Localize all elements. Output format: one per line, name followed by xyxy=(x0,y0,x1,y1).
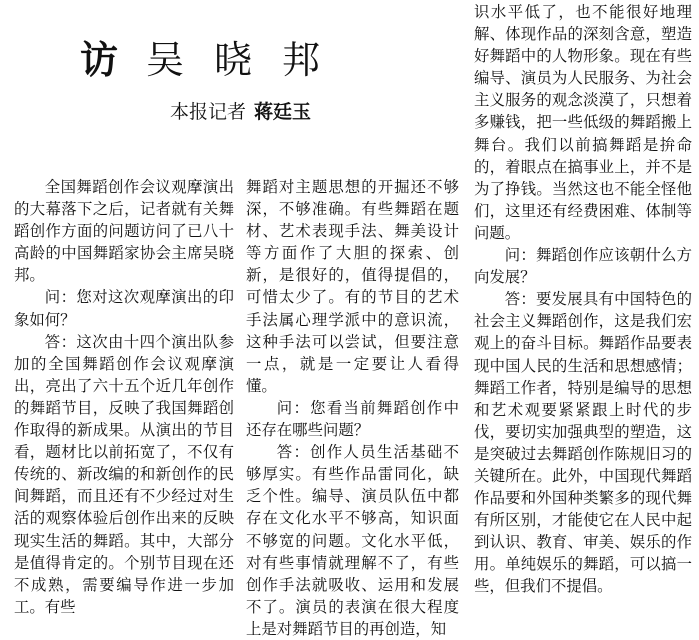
article-title xyxy=(80,38,460,82)
reporter-name: 蒋廷玉 xyxy=(254,101,312,123)
paragraph: 问：您对这次观摩演出的印象如何？ xyxy=(14,288,234,329)
title-first-char: 访 xyxy=(80,37,119,82)
text-column-3 xyxy=(474,1,692,596)
paragraph-continued: 舞蹈对主题思想的开掘还不够深，不够准确。有些舞蹈在题材、艺术表现手法、舞美设计等方面作了大胆的探索、创新，是很好的，值得提倡的，可惜太少了。有的节目的艺术手法属心理学派中的意识流，这种手法可以尝试，但要注意一点，就是一定要让人看得懂。 xyxy=(246,178,459,395)
byline xyxy=(170,100,311,124)
title-subject-name: 吴晓邦 xyxy=(146,38,351,82)
paragraph: 答：这次由十四个演出队参加的全国舞蹈创作会议观摩演出，亮出了六十五个近几年创作的舞蹈节目，反映了我国舞蹈创作取得的新成果。从演出的节目看，题材比以前拓宽了，不仅有传统的、新改编的和新创作的民间舞蹈，而且还有不少经过对生活的观察体验后创作出来的反映现实生活的舞蹈。其中，大部分是值得肯定的。个别节目现在还不成熟，需要编导作进一步加工。有些 xyxy=(14,332,234,616)
paragraph: 问：舞蹈创作应该朝什么方向发展？ xyxy=(474,246,692,287)
paragraph-continued: 识水平低了，也不能很好地理解、体现作品的深刻含意，塑造好舞蹈中的人物形象。现在有些编导、演员为人民服务、为社会主义服务的观念淡漠了，只想着多赚钱，把一些低级的舞蹈搬上舞台。我们以前搞舞蹈是拚命的，着眼点在搞事业上，并不是为了挣钱。当然这也不能全怪他们，这里还有经费困难、体制等问题。 xyxy=(474,3,692,242)
paragraph: 全国舞蹈创作会议观摩演出的大幕落下之后，记者就有关舞蹈创作方面的问题访问了已八十高龄的中国舞蹈家协会主席吴晓邦。 xyxy=(14,178,234,285)
paragraph: 问：您看当前舞蹈创作中还存在哪些问题？ xyxy=(246,398,459,440)
text-column-2 xyxy=(246,176,459,638)
byline-label: 本报记者 xyxy=(170,101,247,123)
paragraph: 答：要发展具有中国特色的社会主义舞蹈创作，这是我们宏观上的奋斗目标。舞蹈作品要表现中国人民的生活和思想感情；舞蹈工作者，特别是编导的思想和艺术观要紧紧跟上时代的步伐，要切实加强典型的塑造，这是突破过去舞蹈创作陈规旧习的关键所在。此外，中国现代舞蹈作品要和外国种类繁多的现代舞有所区别，才能使它在人民中起到认识、教育、审美、娱乐的作用。单纯娱乐的舞蹈，可以搞一些，但我们不提倡。 xyxy=(474,290,692,596)
paragraph: 答：创作人员生活基础不够厚实。有些作品雷同化，缺乏个性。编导、演员队伍中都存在文化水平不够高，知识面不够宽的问题。文化水平低，对有些事情就理解不了，有些创作手法就吸收、运用和发展不了。演员的表演在很大程度上是对舞蹈节目的再创造，知 xyxy=(246,443,459,638)
text-column-1 xyxy=(14,176,234,616)
